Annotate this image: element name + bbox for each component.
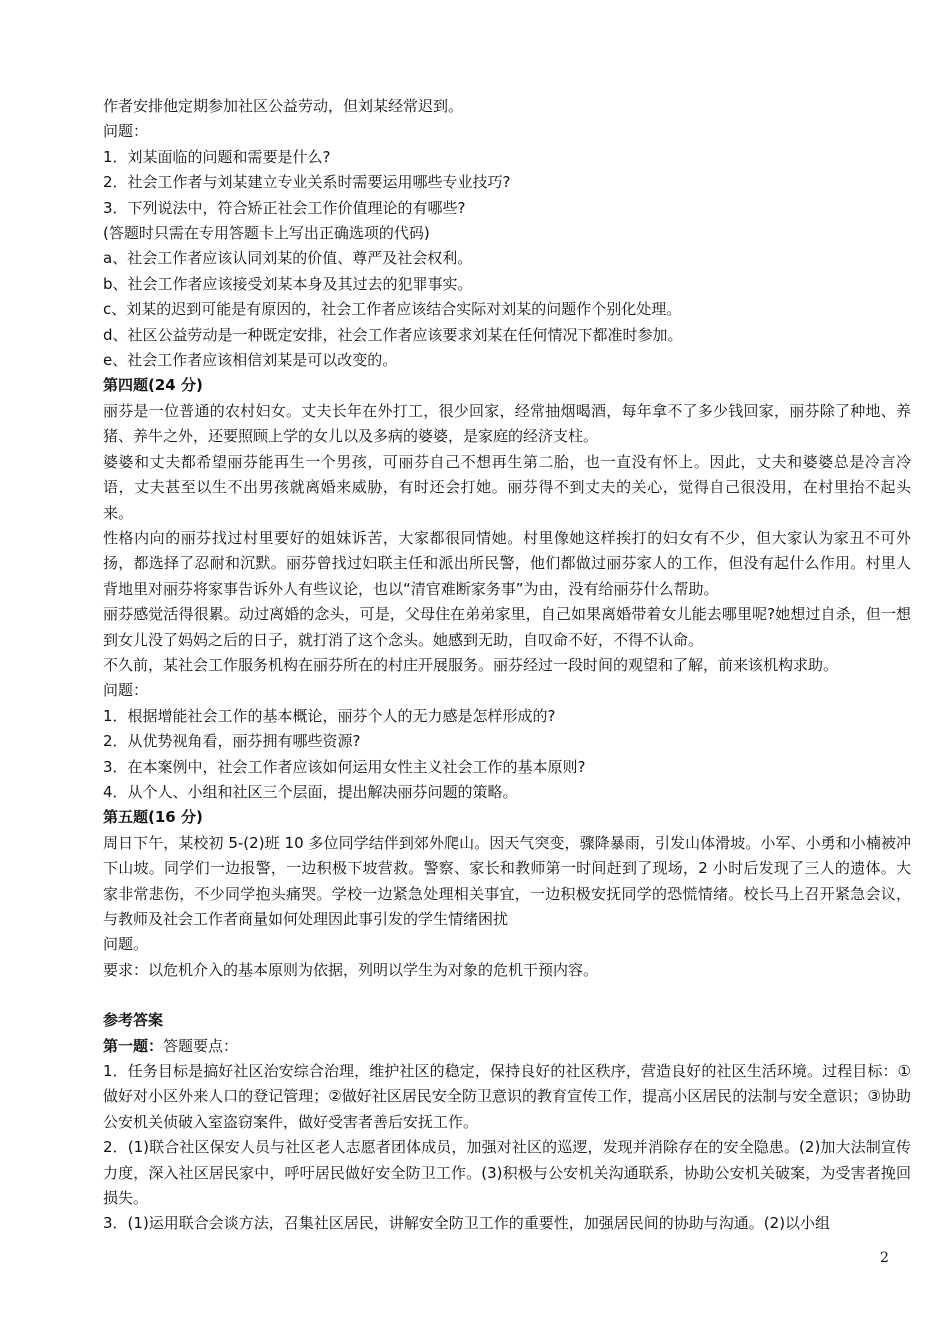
page-number: 2 xyxy=(880,1250,889,1266)
document-page xyxy=(103,94,911,1237)
option-item: a、社会工作者应该认同刘某的价值、尊严及社会权利。 xyxy=(103,249,473,268)
answer-q1-heading-rest: 答题要点： xyxy=(163,1036,239,1055)
questions-label: 问题。 xyxy=(103,935,149,954)
case-paragraph: 丽芬是一位普通的农村妇女。丈夫长年在外打工，很少回家，经常抽烟喝酒，每年拿不了多少钱回家，丽芬除了种地、养猪、养牛之外，还要照顾上学的女儿以及多病的婆婆，是家庭的经济支柱。 xyxy=(103,401,911,446)
question-item: 4．从个人、小组和社区三个层面，提出解决丽芬问题的策略。 xyxy=(103,782,518,801)
option-item: e、社会工作者应该相信刘某是可以改变的。 xyxy=(103,351,398,370)
section-heading-q4: 第四题(24 分) xyxy=(103,376,203,395)
case-paragraph: 婆婆和丈夫都希望丽芬能再生一个男孩，可丽芬自己不想再生第二胎，也一直没有怀上。因此，丈夫和婆婆总是冷言冷语，丈夫甚至以生不出男孩就离婚来威胁，有时还会打她。丽芬得不到丈夫的关心，觉得自己很没用，在村里抬不起头来。 xyxy=(103,452,911,522)
requirement-text: 要求：以危机介入的基本原则为依据，列明以学生为对象的危机干预内容。 xyxy=(103,960,599,979)
question-item: 2．社会工作者与刘某建立专业关系时需要运用哪些专业技巧? xyxy=(103,173,511,192)
option-item: c、刘某的迟到可能是有原因的，社会工作者应该结合实际对刘某的问题作个别化处理。 xyxy=(103,300,682,319)
case-paragraph: 不久前，某社会工作服务机构在丽芬所在的村庄开展服务。丽芬经过一段时间的观望和了解，前来该机构求助。 xyxy=(103,655,839,674)
option-item: d、社区公益劳动是一种既定安排，社会工作者应该要求刘某在任何情况下都准时参加。 xyxy=(103,325,683,344)
spacer xyxy=(103,983,911,1008)
question-item: 1．根据增能社会工作的基本概论，丽芬个人的无力感是怎样形成的? xyxy=(103,706,556,725)
case-context: 作者安排他定期参加社区公益劳动，但刘某经常迟到。 xyxy=(103,97,464,115)
question-item: 3．在本案例中，社会工作者应该如何运用女性主义社会工作的基本原则? xyxy=(103,757,586,776)
question-item: 2．从优势视角看，丽芬拥有哪些资源? xyxy=(103,732,361,751)
answer-item: 1．任务目标是搞好社区治安综合治理，维护社区的稳定，保持良好的社区秩序，营造良好的社区生活环境。过程目标：①做好对小区外来人口的登记管理；②做好社区居民安全防卫意识的教育宣传工作，提高小区居民的法制与安全意识；③协助公安机关侦破入室盗窃案件，做好受害者善后安抚工作。 xyxy=(103,1062,911,1131)
question-item: 3．下列说法中，符合矫正社会工作价值理论的有哪些? xyxy=(103,198,466,217)
question-item: 1．刘某面临的问题和需要是什么? xyxy=(103,147,331,166)
section-heading-q5: 第五题(16 分) xyxy=(103,808,203,827)
case-paragraph: 周日下午，某校初 5-(2)班 10 多位同学结伴到郊外爬山。因天气突变，骤降暴雨，引发山体滑坡。小军、小勇和小楠被冲下山坡。同学们一边报警，一边积极下坡营救。警察、家长和教师第一时间赶到了现场，2 小时后发现了三人的遗体。大家非常悲伤，不少同学抱头痛哭。学校一边紧急处理相关事宜，一边积极安抚同学的恐慌情绪。校长马上召开紧急会议，与教师及社会工作者商量如何处理因此事引发的学生情绪困扰 xyxy=(103,833,911,928)
answer-q1-heading: 第一题： xyxy=(103,1036,164,1055)
answer-note: (答题时只需在专用答题卡上写出正确选项的代码) xyxy=(103,224,430,243)
answer-item: 2．(1)联合社区保安人员与社区老人志愿者团体成员，加强对社区的巡逻，发现并消除存在的安全隐患。(2)加大法制宣传力度，深入社区居民家中，呼吁居民做好安全防卫工作。(3)积极与公安机关沟通联系，协助公安机关破案，为受害者挽回损失。 xyxy=(103,1138,911,1208)
answer-item: 3．(1)运用联合会谈方法，召集社区居民，讲解安全防卫工作的重要性，加强居民间的协助与沟通。(2)以小组 xyxy=(103,1214,831,1233)
questions-label: 问题： xyxy=(103,681,149,700)
option-item: b、社会工作者应该接受刘某本身及其过去的犯罪事实。 xyxy=(103,274,473,293)
questions-label: 问题： xyxy=(103,122,149,141)
answers-heading: 参考答案 xyxy=(103,1011,164,1030)
case-paragraph: 性格内向的丽芬找过村里要好的姐妹诉苦，大家都很同情她。村里像她这样挨打的妇女有不少，但大家认为家丑不可外扬，都选择了忍耐和沉默。丽芬曾找过妇联主任和派出所民警，他们都做过丽芬家人的工作，但没有起什么作用。村里人背地里对丽芬将家事告诉外人有些议论，也以“清官难断家务事”为由，没有给丽芬什么帮助。 xyxy=(103,528,911,598)
answer-q1-heading-line xyxy=(103,1034,911,1059)
case-paragraph: 丽芬感觉活得很累。动过离婚的念头，可是，父母住在弟弟家里，自己如果离婚带着女儿能去哪里呢?她想过自杀，但一想到女儿没了妈妈之后的日子，就打消了这个念头。她感到无助，自叹命不好，不得不认命。 xyxy=(103,605,911,649)
